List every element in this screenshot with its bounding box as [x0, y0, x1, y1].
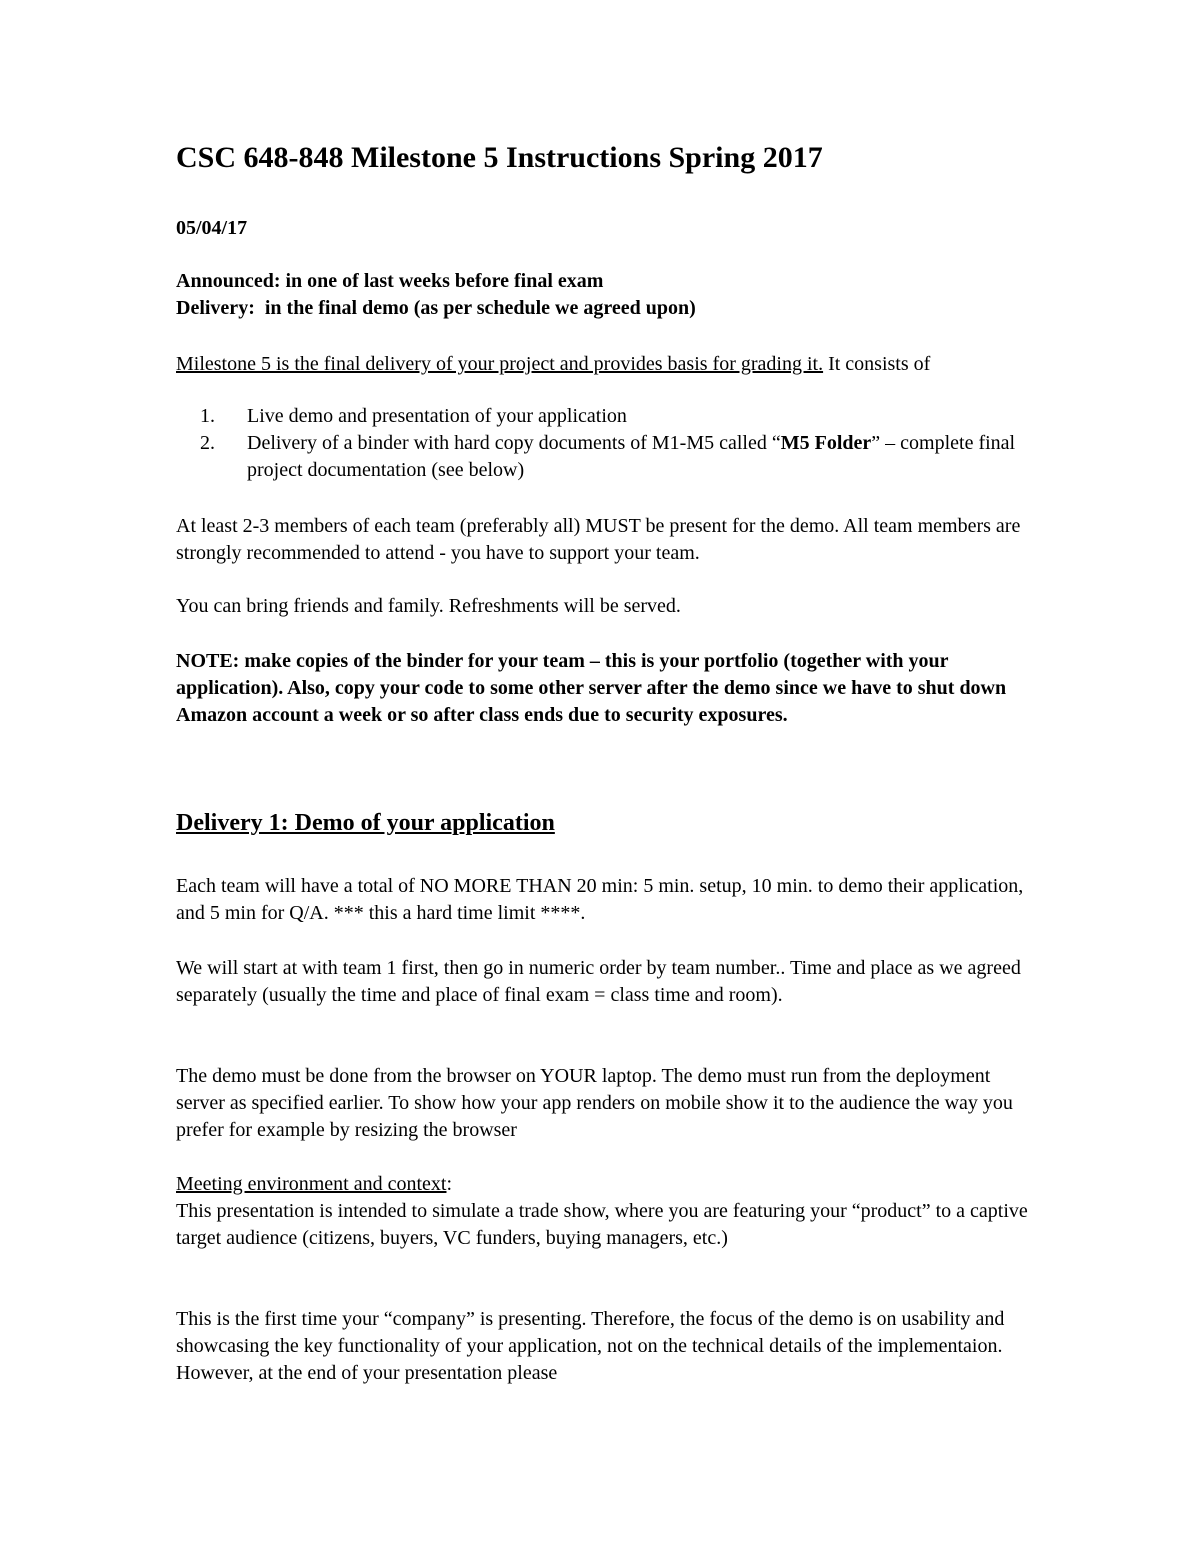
friends-paragraph: You can bring friends and family. Refreshments will be served. [176, 595, 681, 617]
order-paragraph: We will start at with team 1 first, then go in numeric order by team number.. Time and place as we agreed separately (usually the time and place of final exam = class time and room). [176, 957, 1021, 1006]
environment-colon: : [446, 1173, 453, 1195]
delivery-label: Delivery: [176, 297, 255, 319]
list-item [176, 403, 1036, 430]
m5-folder-label: M5 Folder [780, 432, 872, 454]
attendance-paragraph: At least 2-3 members of each team (preferably all) MUST be present for the demo. All team members are strongly recommended to attend - you have to support your team. [176, 515, 1021, 564]
list-item-text: Live demo and presentation of your application [247, 405, 627, 427]
announced-label: Announced: [176, 270, 281, 292]
environment-paragraph [176, 1171, 1036, 1252]
deliverables-list [176, 403, 1036, 484]
document-date: 05/04/17 [176, 217, 248, 239]
section-heading-delivery-1: Delivery 1: Demo of your application [176, 810, 555, 836]
announced-line [176, 270, 603, 292]
intro-rest: It consists of [823, 353, 931, 375]
note-paragraph: NOTE: make copies of the binder for your team – this is your portfolio (together with your application). Also, copy your code to some other server after the demo since we have to shut down Amazon account a week or so after class ends due to security exposures. [176, 650, 1007, 726]
environment-label: Meeting environment and context [176, 1173, 447, 1195]
intro-underlined: Milestone 5 is the final delivery of your project and provides basis for grading it. [176, 353, 824, 375]
browser-paragraph: The demo must be done from the browser on YOUR laptop. The demo must run from the deployment server as specified earlier. To show how your app renders on mobile show it to the audience the way you prefer for example by resizing the browser [176, 1065, 1013, 1141]
document-title: CSC 648-848 Milestone 5 Instructions Spring 2017 [176, 141, 823, 174]
announcement-block [176, 268, 1036, 322]
list-item-text-after: ” – complete final project documentation (see below) [247, 432, 1016, 481]
timing-paragraph: Each team will have a total of NO MORE THAN 20 min: 5 min. setup, 10 min. to demo their application, and 5 min for Q/A. *** this a hard time limit ****. [176, 875, 1024, 924]
list-item-number: 1. [200, 405, 215, 427]
environment-text: This presentation is intended to simulate a trade show, where you are featuring your “product” to a captive target audience (citizens, buyers, VC funders, buying managers, etc.) [176, 1200, 1028, 1249]
delivery-line [176, 297, 696, 319]
list-item-text-before: Delivery of a binder with hard copy documents of M1-M5 called “ [247, 432, 781, 454]
list-item-number: 2. [200, 432, 215, 454]
announced-text: in one of last weeks before final exam [280, 270, 604, 292]
intro-paragraph [176, 351, 1036, 378]
focus-paragraph: This is the first time your “company” is presenting. Therefore, the focus of the demo is on usability and showcasing the key functionality of your application, not on the technical details of the implementaion. However, at the end of your presentation please [176, 1308, 1005, 1384]
list-item [176, 430, 1036, 484]
delivery-text: in the final demo (as per schedule we agreed upon) [254, 297, 696, 319]
